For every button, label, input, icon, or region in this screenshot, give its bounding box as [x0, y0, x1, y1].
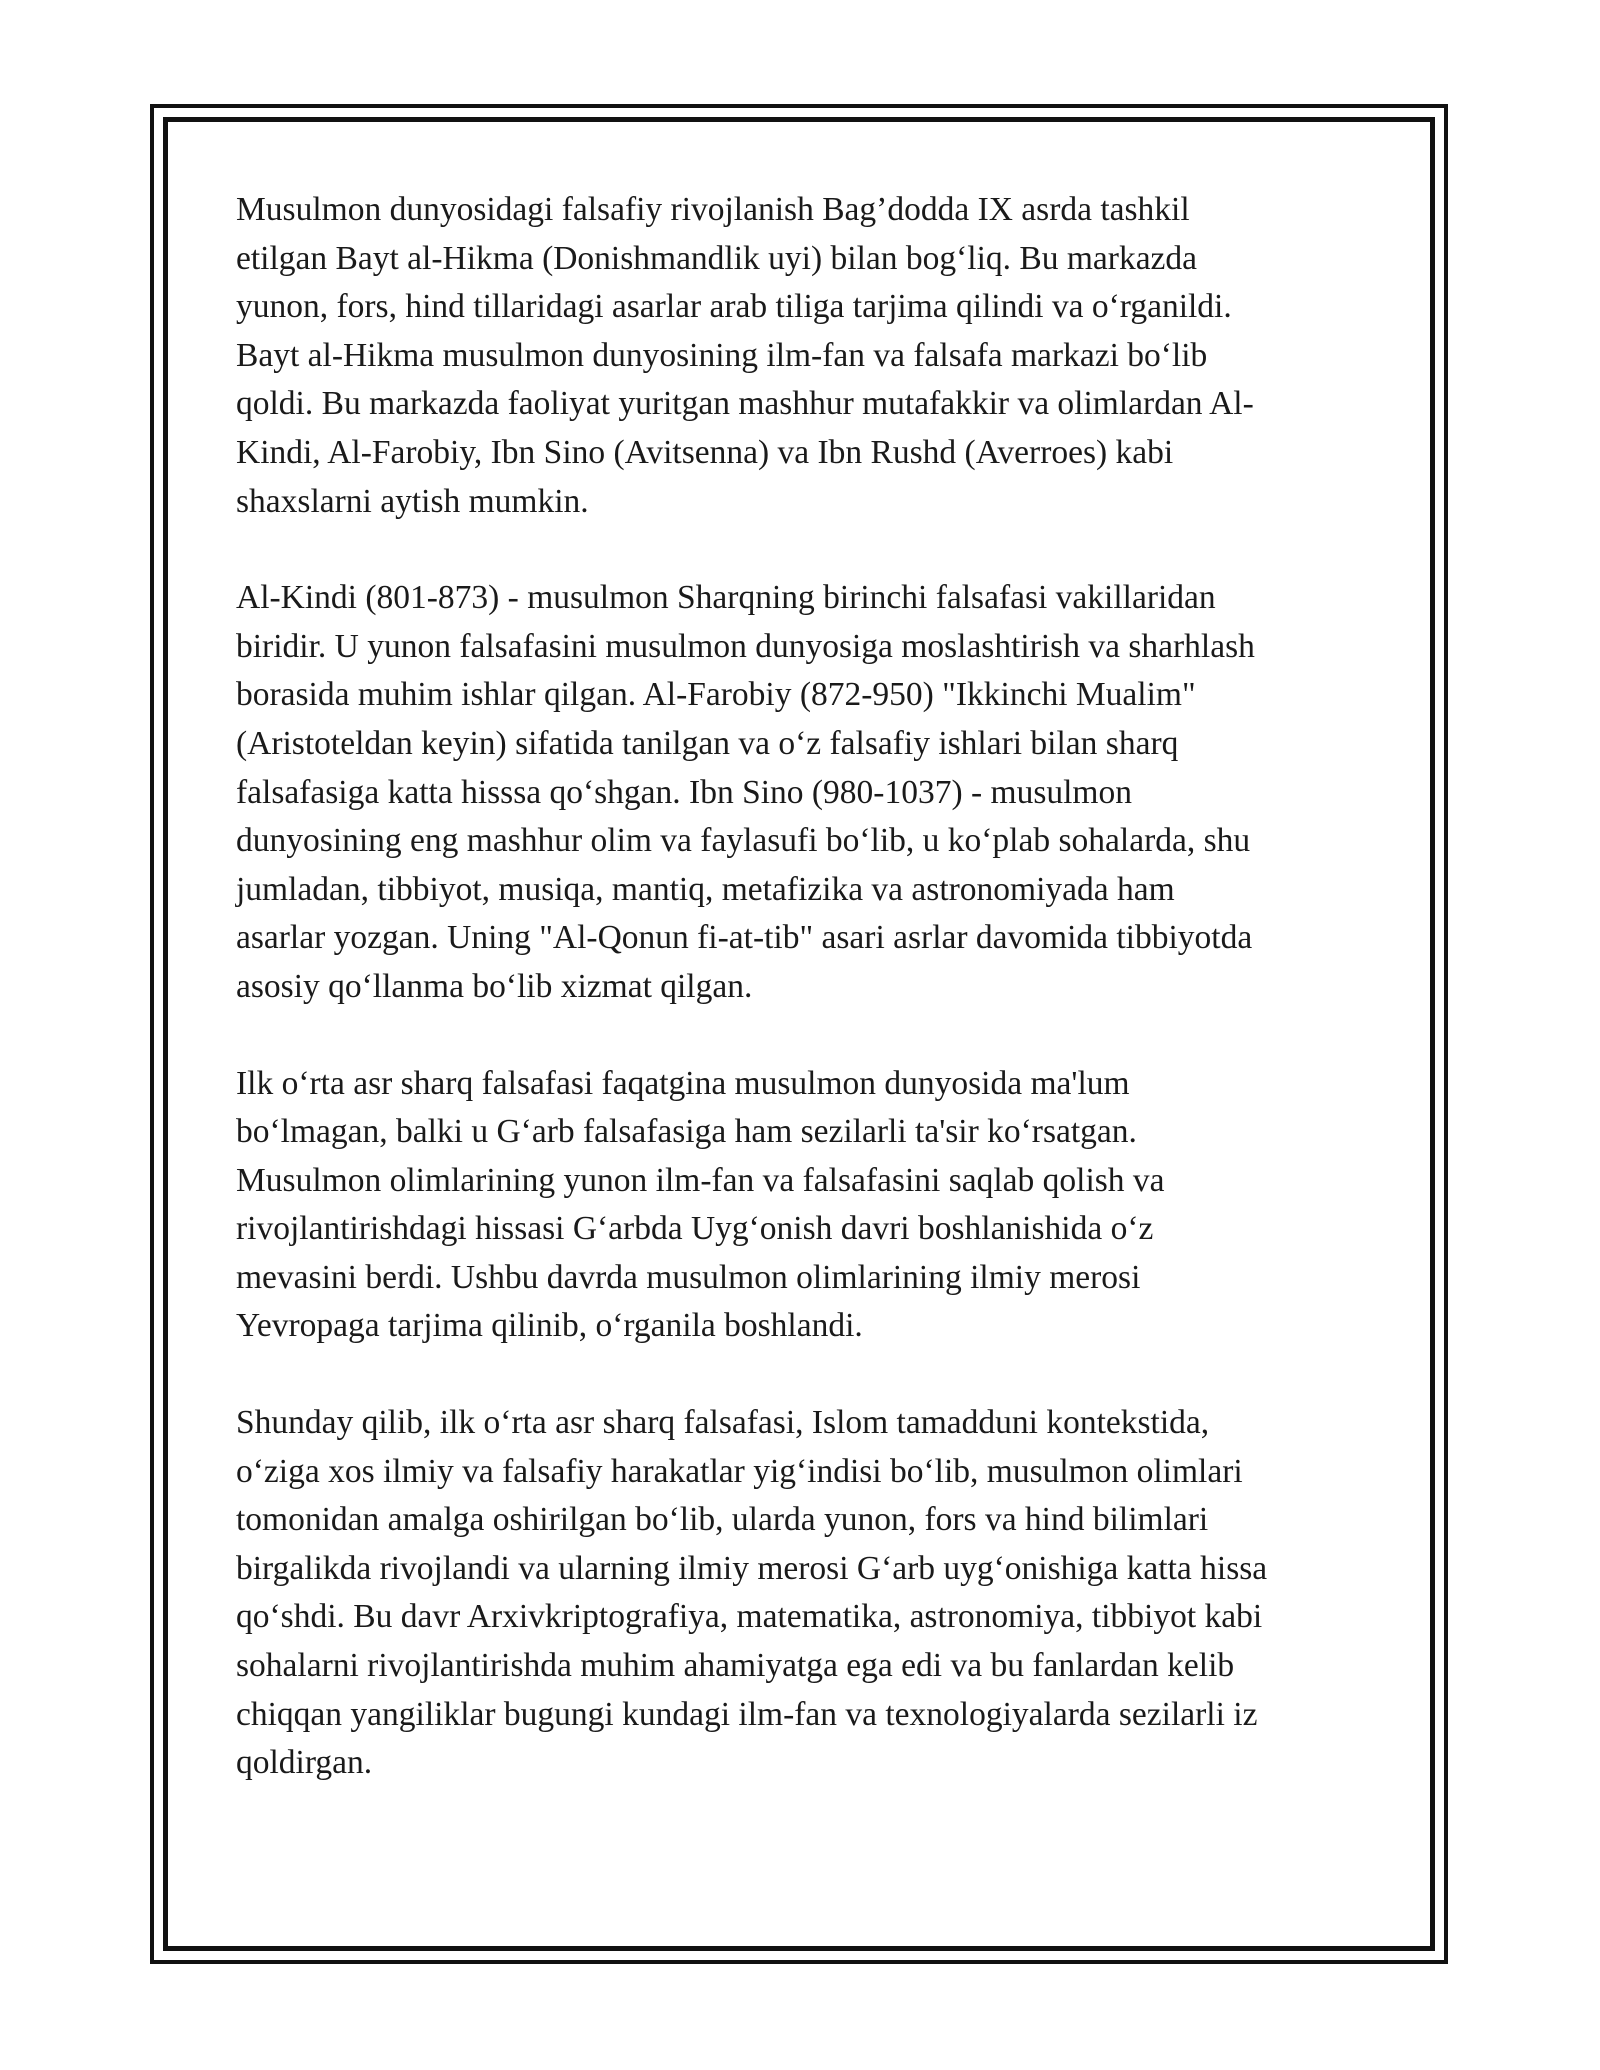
document-body: [236, 186, 1376, 1836]
paragraph-al-kindi: Al-Kindi (801-873) - musulmon Sharqning birinchi falsafasi vakillaridan biridir. U yunon falsafasini musulmon dunyosiga moslashtirish va sharhlash borasida muhim ishlar qilgan. Al-Farobiy (872-950) "Ikkinchi Mualim" (Aristoteldan keyin) sifatida tanilgan va o‘z falsafiy ishlari bilan sharq falsafasiga katta hisssa qo‘shgan. Ibn Sino (980-1037) - musulmon dunyosining eng mashhur olim va faylasufi bo‘lib, u ko‘plab sohalarda, shu jumladan, tibbiyot, musiqa, mantiq, metafizika va astronomiyada ham asarlar yozgan. Uning "Al-Qonun fi-at-tib" asari asrlar davomida tibbiyotda asosiy qo‘llanma bo‘lib xizmat qilgan.: [236, 579, 1255, 1005]
paragraph-conclusion: Shunday qilib, ilk o‘rta asr sharq falsafasi, Islom tamadduni kontekstida, o‘ziga xos ilmiy va falsafiy harakatlar yig‘indisi bo‘lib, musulmon olimlari tomonidan amalga oshirilgan bo‘lib, ularda yunon, fors va hind bilimlari birgalikda rivojlandi va ularning ilmiy merosi G‘arb uyg‘onishiga katta hissa qo‘shdi. Bu davr Arxivkriptografiya, matematika, astronomiya, tibbiyot kabi sohalarni rivojlantirishda muhim ahamiyatga ega edi va bu fanlardan kelib chiqqan yangiliklar bugungi kundagi ilm-fan va texnologiyalarda sezilarli iz qoldirgan.: [236, 1404, 1268, 1782]
paragraph-western-influence: Ilk o‘rta asr sharq falsafasi faqatgina musulmon dunyosida ma'lum bo‘lmagan, balki u G‘arb falsafasiga ham sezilarli ta'sir ko‘rsatgan. Musulmon olimlarining yunon ilm-fan va falsafasini saqlab qolish va rivojlantirishdagi hissasi G‘arbda Uyg‘onish davri boshlanishida o‘z mevasini berdi. Ushbu davrda musulmon olimlarining ilmiy merosi Yevropaga tarjima qilinib, o‘rganila boshlandi.: [236, 1064, 1165, 1345]
paragraph-bayt-al-hikma: Musulmon dunyosidagi falsafiy rivojlanish Bag’dodda IX asrda tashkil etilgan Bayt al-Hikma (Donishmandlik uyi) bilan bog‘liq. Bu markazda yunon, fors, hind tillaridagi asarlar arab tiliga tarjima qilindi va o‘rganildi. Bayt al-Hikma musulmon dunyosining ilm-fan va falsafa markazi bo‘lib qoldi. Bu markazda faoliyat yuritgan mashhur mutafakkir va olimlardan Al- Kindi, Al-Farobiy, Ibn Sino (Avitsenna) va Ibn Rushd (Averroes) kabi shaxslarni aytish mumkin.: [236, 191, 1254, 520]
